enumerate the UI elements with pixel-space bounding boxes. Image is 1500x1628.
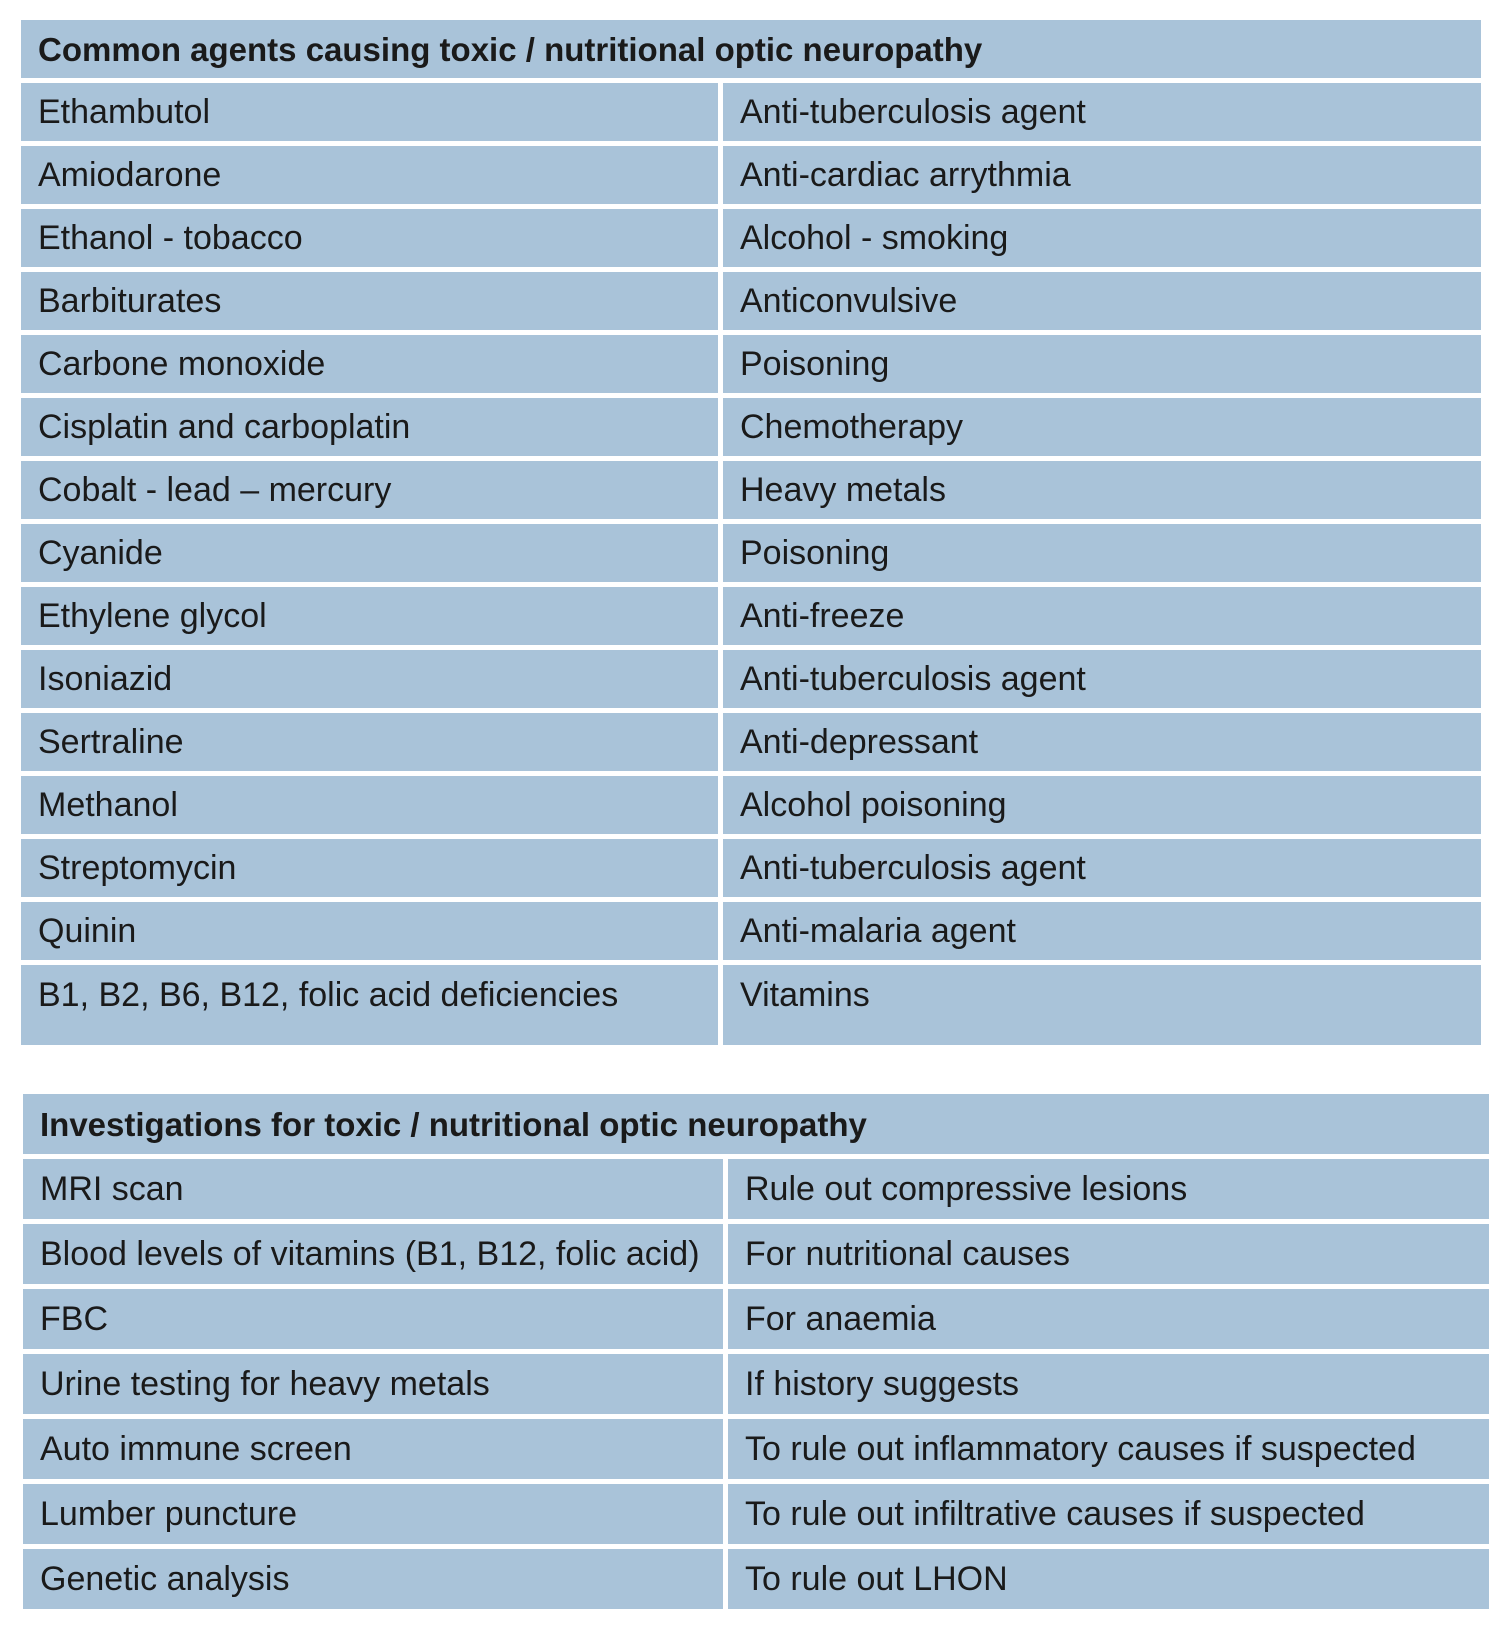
table-row: [21, 146, 1481, 204]
agent-cell: Amiodarone: [21, 146, 718, 204]
purpose-cell: To rule out inflammatory causes if suspected: [728, 1419, 1489, 1479]
table-row: [21, 461, 1481, 519]
test-cell: Blood levels of vitamins (B1, B12, folic acid): [23, 1224, 723, 1284]
table-row: [23, 1289, 1489, 1349]
table-row: [21, 965, 1481, 1045]
table-row: [21, 83, 1481, 141]
table-row: [21, 335, 1481, 393]
category-cell: Anti-freeze: [723, 587, 1481, 645]
category-cell: Poisoning: [723, 335, 1481, 393]
table-row: [21, 650, 1481, 708]
purpose-cell: For nutritional causes: [728, 1224, 1489, 1284]
table-row: [21, 839, 1481, 897]
agent-cell: Sertraline: [21, 713, 718, 771]
category-cell: Heavy metals: [723, 461, 1481, 519]
category-cell: Anti-tuberculosis agent: [723, 839, 1481, 897]
purpose-cell: Rule out compressive lesions: [728, 1159, 1489, 1219]
purpose-cell: To rule out infiltrative causes if suspected: [728, 1484, 1489, 1544]
table-row: [21, 209, 1481, 267]
purpose-cell: If history suggests: [728, 1354, 1489, 1414]
table-row: [23, 1484, 1489, 1544]
agent-cell: Ethanol - tobacco: [21, 209, 718, 267]
table-header-row: [23, 1094, 1489, 1154]
category-cell: Chemotherapy: [723, 398, 1481, 456]
agent-cell: Streptomycin: [21, 839, 718, 897]
agent-cell: Ethylene glycol: [21, 587, 718, 645]
agent-cell: Barbiturates: [21, 272, 718, 330]
agent-cell: B1, B2, B6, B12, folic acid deficiencies: [21, 965, 718, 1045]
table-row: [21, 272, 1481, 330]
purpose-cell: To rule out LHON: [728, 1549, 1489, 1609]
agents-table-title: Common agents causing toxic / nutritional optic neuropathy: [21, 20, 1481, 78]
category-cell: Anti-tuberculosis agent: [723, 83, 1481, 141]
table-header-row: [21, 20, 1481, 78]
investigations-table-title: Investigations for toxic / nutritional optic neuropathy: [23, 1094, 1489, 1154]
agent-cell: Cyanide: [21, 524, 718, 582]
table-row: [23, 1419, 1489, 1479]
test-cell: Genetic analysis: [23, 1549, 723, 1609]
table-row: [21, 587, 1481, 645]
category-cell: Anti-depressant: [723, 713, 1481, 771]
agent-cell: Ethambutol: [21, 83, 718, 141]
agent-cell: Carbone monoxide: [21, 335, 718, 393]
agent-cell: Quinin: [21, 902, 718, 960]
table-row: [21, 524, 1481, 582]
category-cell: Anti-malaria agent: [723, 902, 1481, 960]
table-row: [23, 1159, 1489, 1219]
category-cell: Alcohol poisoning: [723, 776, 1481, 834]
category-cell: Vitamins: [723, 965, 1481, 1045]
table-row: [21, 902, 1481, 960]
test-cell: Auto immune screen: [23, 1419, 723, 1479]
category-cell: Alcohol - smoking: [723, 209, 1481, 267]
test-cell: MRI scan: [23, 1159, 723, 1219]
category-cell: Anticonvulsive: [723, 272, 1481, 330]
purpose-cell: For anaemia: [728, 1289, 1489, 1349]
table-row: [21, 398, 1481, 456]
agents-table: [16, 15, 1486, 1050]
table-row: [23, 1224, 1489, 1284]
category-cell: Anti-cardiac arrythmia: [723, 146, 1481, 204]
agent-cell: Methanol: [21, 776, 718, 834]
agent-cell: Isoniazid: [21, 650, 718, 708]
test-cell: FBC: [23, 1289, 723, 1349]
test-cell: Lumber puncture: [23, 1484, 723, 1544]
agent-cell: Cisplatin and carboplatin: [21, 398, 718, 456]
table-row: [21, 713, 1481, 771]
category-cell: Poisoning: [723, 524, 1481, 582]
table-row: [23, 1549, 1489, 1609]
test-cell: Urine testing for heavy metals: [23, 1354, 723, 1414]
agent-cell: Cobalt - lead – mercury: [21, 461, 718, 519]
category-cell: Anti-tuberculosis agent: [723, 650, 1481, 708]
table-row: [23, 1354, 1489, 1414]
investigations-table: [18, 1089, 1494, 1614]
table-row: [21, 776, 1481, 834]
